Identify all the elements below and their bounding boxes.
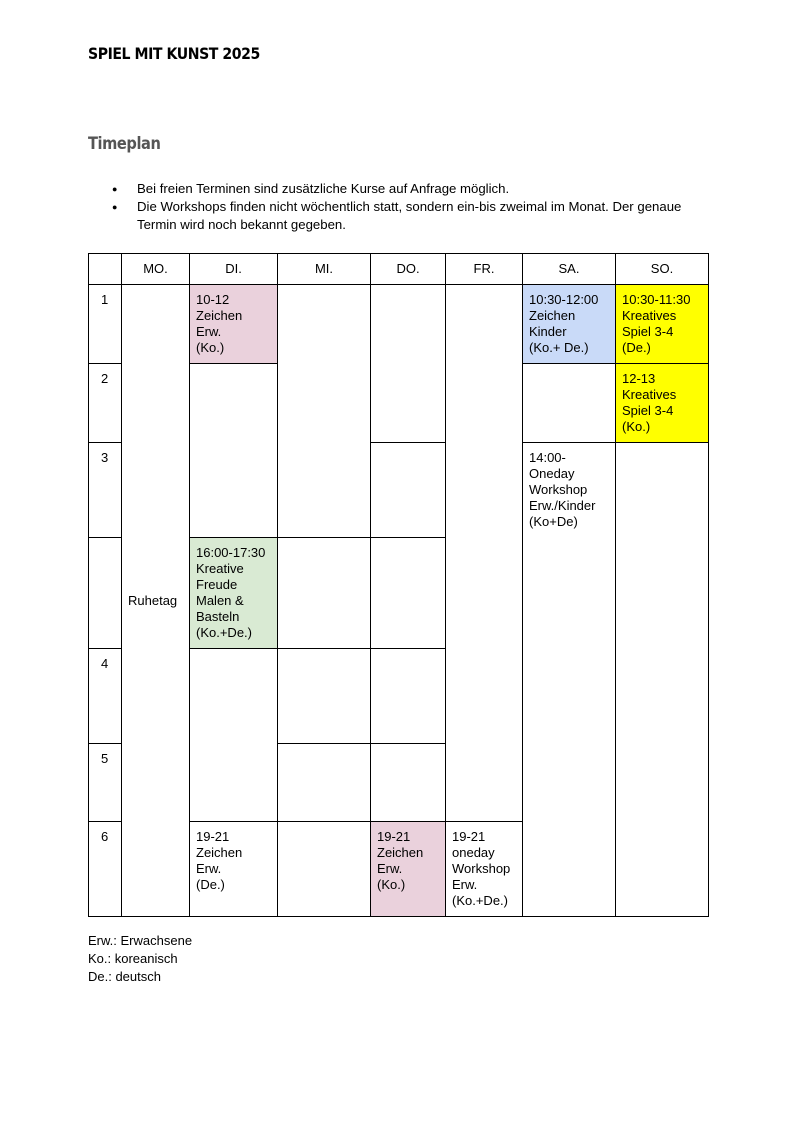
slot-number: 1 (89, 285, 122, 364)
day-header-mo: MO. (122, 254, 190, 285)
mi-empty-cell (278, 822, 371, 917)
mo-rest-cell: Ruhetag (122, 285, 190, 917)
mi-empty-cell (278, 744, 371, 822)
slot-number: 5 (89, 744, 122, 822)
legend-item: De.: deutsch (88, 969, 161, 984)
di-empty-cell (190, 649, 278, 822)
day-header-do: DO. (371, 254, 446, 285)
do-empty-cell (371, 285, 446, 443)
so-slot1-course: 10:30-11:30 Kreatives Spiel 3-4 (De.) (616, 285, 709, 364)
do-empty-cell (371, 538, 446, 649)
legend (88, 932, 192, 986)
sa-slot1-course: 10:30-12:00 Zeichen Kinder (Ko.+ De.) (523, 285, 616, 364)
do-empty-cell (371, 744, 446, 822)
so-slot2-course: 12-13 Kreatives Spiel 3-4 (Ko.) (616, 364, 709, 443)
do-slot6-course: 19-21 Zeichen Erw. (Ko.) (371, 822, 446, 917)
section-title: Timeplan (88, 134, 161, 154)
legend-item: Erw.: Erwachsene (88, 933, 193, 948)
day-header-so: SO. (616, 254, 709, 285)
sa-slot3-course: 14:00- Oneday Workshop Erw./Kinder (Ko+De) (523, 443, 616, 917)
mi-empty-cell (278, 538, 371, 649)
header-row (89, 254, 709, 285)
di-afternoon-course: 16:00-17:30 Kreative Freude Malen & Basteln (Ko.+De.) (190, 538, 278, 649)
day-header-sa: SA. (523, 254, 616, 285)
table-row (89, 285, 709, 364)
document-title: SPIEL MIT KUNST 2025 (88, 44, 260, 63)
fr-slot6-course: 19-21 oneday Workshop Erw. (Ko.+De.) (446, 822, 523, 917)
slot-number: 3 (89, 443, 122, 538)
legend-item: Ko.: koreanisch (88, 951, 178, 966)
note-item: ● Die Workshops finden nicht wöchentlich statt, sondern ein-bis zweimal im Monat. Der genaue Termin wird noch bekannt gegeben. (108, 198, 708, 234)
day-header-mi: MI. (278, 254, 371, 285)
di-slot1-course: 10-12 Zeichen Erw. (Ko.) (190, 285, 278, 364)
do-empty-cell (371, 649, 446, 744)
fr-empty-cell (446, 285, 523, 822)
mi-empty-cell (278, 285, 371, 538)
corner-cell (89, 254, 122, 285)
slot-number-empty (89, 538, 122, 649)
di-empty-cell (190, 364, 278, 538)
di-slot6-course: 19-21 Zeichen Erw. (De.) (190, 822, 278, 917)
so-empty-cell (616, 443, 709, 917)
schedule-table (88, 253, 709, 917)
slot-number: 2 (89, 364, 122, 443)
do-empty-cell (371, 443, 446, 538)
mi-empty-cell (278, 649, 371, 744)
sa-empty-cell (523, 364, 616, 443)
day-header-fr: FR. (446, 254, 523, 285)
slot-number: 6 (89, 822, 122, 917)
notes-list (108, 180, 708, 234)
slot-number: 4 (89, 649, 122, 744)
note-item: ● Bei freien Terminen sind zusätzliche Kurse auf Anfrage möglich. (108, 180, 708, 198)
day-header-di: DI. (190, 254, 278, 285)
